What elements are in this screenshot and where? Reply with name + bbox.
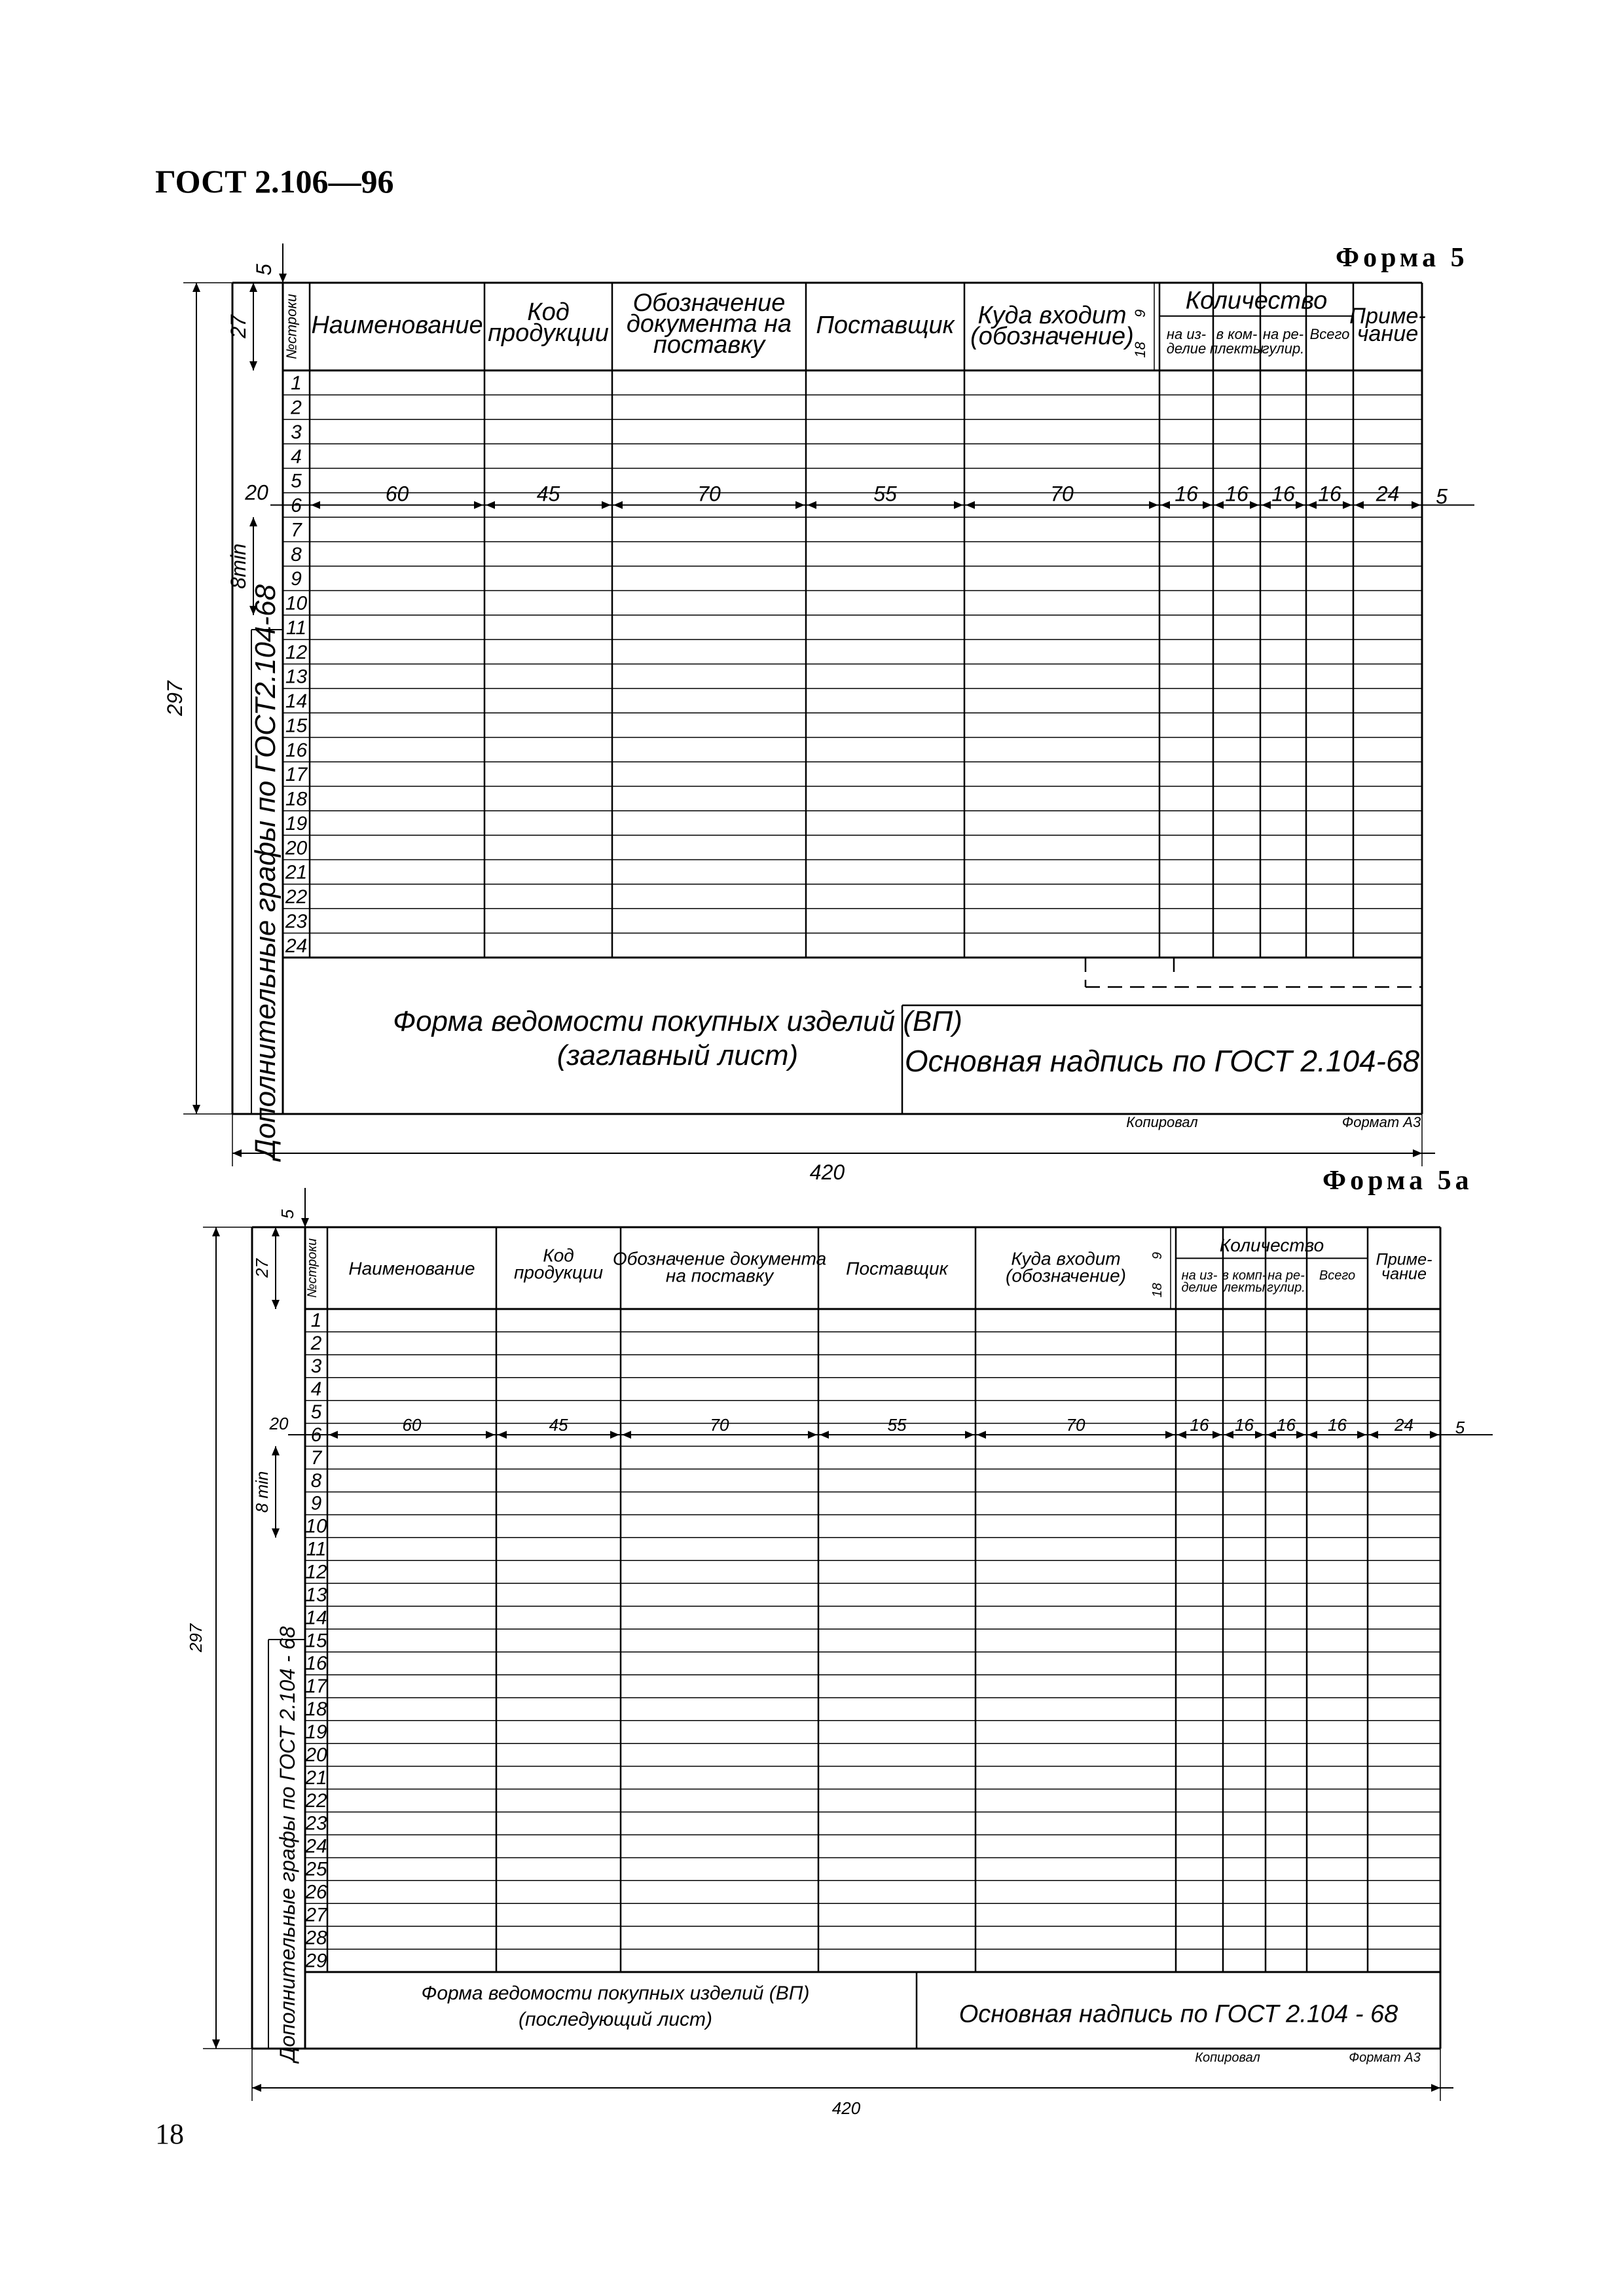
form5-width-7: 16 xyxy=(1271,482,1295,506)
dimension-arrow xyxy=(252,2084,261,2092)
form5-width-arrow xyxy=(966,501,975,509)
form5a-width-arrow xyxy=(1255,1431,1264,1439)
form5a-footer-left: Копировал xyxy=(1195,2051,1260,2065)
form5-width-arrow xyxy=(1250,501,1259,509)
form5-width-1: 45 xyxy=(536,482,560,506)
form5a-row-number-27: 27 xyxy=(305,1904,327,1926)
dimension-arrow xyxy=(1413,1149,1422,1157)
form5a-width-arrow xyxy=(808,1431,817,1439)
form5-row-number-16: 16 xyxy=(285,739,308,761)
form5-row-number-12: 12 xyxy=(285,641,308,664)
form5-header-where-used-0: Куда входит xyxy=(977,302,1127,329)
form5-width-arrow xyxy=(1262,501,1271,509)
form5a-row-number-5: 5 xyxy=(310,1401,322,1423)
form5-width-arrow xyxy=(486,501,495,509)
dimension-arrow xyxy=(249,361,257,370)
form5a-sub-header-3-0: Всего xyxy=(1319,1268,1356,1283)
form5-footer-left: Копировал xyxy=(1126,1114,1198,1130)
form5-footer-right: Формат А3 xyxy=(1341,1114,1421,1130)
form5a-sub-header-2-0: на ре- xyxy=(1267,1268,1305,1283)
form5a-dim-top: 5 xyxy=(278,1209,297,1219)
form5-width-4: 70 xyxy=(1050,482,1074,506)
form5-header-designation-0: Обозначение xyxy=(632,289,786,317)
form5a-top-arrow xyxy=(301,1218,309,1227)
form5-width-arrow xyxy=(602,501,611,509)
form5a-width-arrow xyxy=(1296,1431,1305,1439)
form5-width-arrow xyxy=(1296,501,1305,509)
form5a-row-number-3: 3 xyxy=(310,1355,322,1378)
form5-width-arrow xyxy=(311,501,320,509)
form5a-row-number-4: 4 xyxy=(310,1378,322,1401)
form5a-header-where-used-1: (обозначение) xyxy=(1006,1265,1126,1286)
form5a-dim-sub-b: 18 xyxy=(1150,1283,1165,1298)
form5a-header-supplier: Поставщик xyxy=(846,1258,948,1279)
form5a-header-designation-1: на поставку xyxy=(665,1265,774,1286)
form5a-row-number-6: 6 xyxy=(310,1424,322,1446)
form5-header-note-1: чание xyxy=(1357,321,1419,347)
dimension-arrow xyxy=(272,1300,280,1309)
form5-width-2: 70 xyxy=(697,482,721,506)
form5a-dim-header: 27 xyxy=(252,1259,272,1278)
form5a-width-8: 16 xyxy=(1328,1415,1347,1435)
form5a-row-number-9: 9 xyxy=(310,1492,322,1515)
form5-width-arrow xyxy=(807,501,816,509)
form5-row-number-22: 22 xyxy=(285,886,308,908)
form5-dim-height: 297 xyxy=(163,681,187,716)
form5a-width-arrow xyxy=(1357,1431,1366,1439)
form5a-row-number-18: 18 xyxy=(305,1698,327,1721)
form5-header-quantity: Количество xyxy=(1185,287,1328,315)
form5a-dim-right: 5 xyxy=(1455,1418,1465,1438)
dimension-arrow xyxy=(272,1528,280,1537)
form5a-row-number-22: 22 xyxy=(305,1789,327,1812)
form5-form-title-0: Форма ведомости покупных изделий (ВП) xyxy=(393,1005,962,1037)
form5a-dim-minrow: 8 min xyxy=(252,1471,272,1513)
form5-sub-header-1-0: в ком- xyxy=(1216,325,1258,342)
form5a-row-number-13: 13 xyxy=(305,1584,327,1606)
form5a-width-arrow xyxy=(1177,1431,1186,1439)
form5-row-number-24: 24 xyxy=(285,935,308,957)
form5-row-number-13: 13 xyxy=(285,666,308,688)
form5a-footer-right: Формат А3 xyxy=(1349,2051,1421,2065)
form5a-width-arrow xyxy=(329,1431,338,1439)
form5a-width-arrow xyxy=(1224,1431,1233,1439)
form5a-row-number-8: 8 xyxy=(310,1469,322,1492)
form5a-width-arrow xyxy=(820,1431,829,1439)
form5-row-number-2: 2 xyxy=(291,397,302,419)
form5-width-arrow xyxy=(1161,501,1170,509)
form5-sub-header-2-1: гулир. xyxy=(1262,340,1305,357)
form5-width-arrow xyxy=(1412,501,1421,509)
form5a-row-number-21: 21 xyxy=(305,1767,327,1789)
form5a-form-title-0: Форма ведомости покупных изделий (ВП) xyxy=(421,1982,810,2004)
form5a-width-2: 70 xyxy=(710,1415,729,1435)
form5a-header-quantity: Количество xyxy=(1219,1235,1324,1256)
form5a-row-number-20: 20 xyxy=(305,1744,327,1766)
dimension-arrow xyxy=(192,283,200,292)
form5-width-arrow xyxy=(1343,501,1352,509)
form5a-dim-width: 420 xyxy=(831,2098,861,2118)
form5a-width-6: 16 xyxy=(1235,1415,1254,1435)
form5a-row-number-26: 26 xyxy=(305,1881,327,1903)
form5-width-5: 16 xyxy=(1175,482,1198,506)
form5-row-number-7: 7 xyxy=(291,519,302,541)
form5a-row-number-28: 28 xyxy=(305,1927,327,1949)
form5-width-arrow xyxy=(1149,501,1158,509)
form5a-header-code-1: продукции xyxy=(513,1262,604,1283)
form5-width-8: 16 xyxy=(1318,482,1341,506)
form5-header-supplier: Поставщик xyxy=(816,312,955,339)
form5a-row-number-23: 23 xyxy=(305,1812,327,1835)
form5-dim-width: 420 xyxy=(809,1160,845,1184)
form5-width-arrow xyxy=(613,501,623,509)
form5-width-0: 60 xyxy=(385,482,409,506)
form5-width-arrow xyxy=(474,501,483,509)
form5a-sub-header-0-1: делие xyxy=(1181,1280,1218,1295)
form5-width-arrow xyxy=(1203,501,1212,509)
form5-row-number-23: 23 xyxy=(285,910,308,933)
form5a-label: Форма 5а xyxy=(1322,1166,1473,1196)
form5-width-arrow xyxy=(1355,501,1364,509)
form5-dim-sub-a: 9 xyxy=(1132,309,1148,318)
form5-row-number-5: 5 xyxy=(291,470,302,492)
form5-width-arrow xyxy=(954,501,963,509)
dimension-arrow xyxy=(232,1149,242,1157)
form5-width-arrow xyxy=(1214,501,1224,509)
form5a-dim-sub-a: 9 xyxy=(1150,1251,1165,1260)
form5-row-number-20: 20 xyxy=(285,837,308,859)
form5a-header-name: Наименование xyxy=(348,1258,475,1279)
form5-sub-header-2-0: на ре- xyxy=(1262,325,1304,342)
form5-row-number-8: 8 xyxy=(291,543,302,565)
dimension-arrow xyxy=(272,1227,280,1236)
form5-row-number-3: 3 xyxy=(291,421,302,443)
form5-row-number-15: 15 xyxy=(285,715,308,737)
form5-top-arrow xyxy=(279,274,287,283)
dimension-arrow xyxy=(1431,2084,1440,2092)
form5-header-designation-2: поставку xyxy=(653,331,765,359)
form5a-width-arrow xyxy=(486,1431,495,1439)
form5-row-number-10: 10 xyxy=(285,592,308,615)
dimension-arrow xyxy=(249,283,257,292)
form5a-dim-height: 297 xyxy=(186,1623,206,1653)
form5a-row-number-15: 15 xyxy=(305,1630,327,1652)
form5a-stamp-text: Основная надпись по ГОСТ 2.104 - 68 xyxy=(958,2000,1398,2028)
form5a-width-arrow xyxy=(1430,1431,1439,1439)
form5a-sub-header-0-0: на из- xyxy=(1181,1268,1218,1283)
form5-row-number-11: 11 xyxy=(285,617,307,639)
page-number: 18 xyxy=(155,2118,184,2150)
form5a-header-designation-0: Обозначение документа xyxy=(612,1248,827,1269)
form5a-width-9: 24 xyxy=(1395,1415,1413,1435)
form5-row-number-14: 14 xyxy=(285,691,308,713)
form5a-width-arrow xyxy=(1267,1431,1276,1439)
form5-sub-header-1-1: плекты xyxy=(1210,340,1264,357)
form5-stamp-text: Основная надпись по ГОСТ 2.104-68 xyxy=(904,1044,1420,1078)
form5a-width-arrow xyxy=(622,1431,631,1439)
form5-dim-top: 5 xyxy=(252,264,276,276)
form5-dim-minrow: 8min xyxy=(227,543,250,589)
form5a-sub-header-2-1: гулир. xyxy=(1267,1280,1305,1295)
form5-header-name: Наименование xyxy=(311,312,483,339)
form5-sub-header-0-0: на из- xyxy=(1166,325,1207,342)
form5-header-nstroki: №строки xyxy=(283,294,300,359)
form5-row-number-21: 21 xyxy=(285,861,308,884)
form5-dim-left: 20 xyxy=(245,480,268,505)
form5-width-6: 16 xyxy=(1225,482,1249,506)
form5a-row-number-24: 24 xyxy=(305,1835,327,1857)
form5a-row-number-10: 10 xyxy=(305,1515,327,1537)
form5a-row-number-2: 2 xyxy=(310,1333,322,1355)
form5-form-title-1: (заглавный лист) xyxy=(556,1039,799,1071)
form5a-side-text: Дополнительные графы по ГОСТ 2.104 - 68 xyxy=(276,1626,299,2062)
form5a-width-arrow xyxy=(498,1431,507,1439)
dimension-arrow xyxy=(249,517,257,526)
form5-row-number-17: 17 xyxy=(285,764,308,786)
form5-dim-header: 27 xyxy=(227,315,250,338)
form5-dim-right: 5 xyxy=(1436,484,1448,509)
form5-row-number-18: 18 xyxy=(285,788,308,810)
form5-width-9: 24 xyxy=(1376,482,1400,506)
form5-sub-header-3-0: Всего xyxy=(1309,325,1350,342)
form5-header-note-0: Приме- xyxy=(1349,304,1426,329)
form5a-row-number-19: 19 xyxy=(305,1721,327,1744)
form5a-width-5: 16 xyxy=(1190,1415,1209,1435)
form5a-sub-header-1-1: лекты xyxy=(1223,1280,1266,1295)
dimension-arrow xyxy=(272,1446,280,1456)
form5a-width-4: 70 xyxy=(1066,1415,1085,1435)
form5a-row-number-7: 7 xyxy=(310,1446,322,1469)
form5a-header-code-0: Код xyxy=(543,1245,574,1266)
form5a-width-arrow xyxy=(965,1431,974,1439)
form5-row-number-19: 19 xyxy=(285,812,308,834)
dimension-arrow xyxy=(192,1105,200,1114)
form5-row-number-9: 9 xyxy=(291,568,302,590)
form5-row-number-6: 6 xyxy=(291,495,302,517)
form5a-header-note-1: чание xyxy=(1381,1265,1427,1283)
form5a-width-arrow xyxy=(1213,1431,1222,1439)
form5a-width-arrow xyxy=(610,1431,619,1439)
form5a-row-number-1: 1 xyxy=(310,1310,322,1332)
form5a-width-arrow xyxy=(1369,1431,1378,1439)
form5a-row-number-16: 16 xyxy=(305,1653,327,1675)
form5a-row-number-17: 17 xyxy=(305,1676,327,1698)
form5a-form-title-1: (последующий лист) xyxy=(518,2009,713,2030)
form5-header-code-1: продукции xyxy=(488,319,609,347)
form5a-dim-left: 20 xyxy=(269,1414,289,1434)
form5a-row-number-11: 11 xyxy=(306,1538,327,1560)
form5a-row-number-14: 14 xyxy=(305,1607,327,1629)
dimension-arrow xyxy=(212,2039,220,2049)
form5a-sub-header-1-0: в комп- xyxy=(1222,1268,1267,1283)
form5a-width-arrow xyxy=(977,1431,986,1439)
form5a-width-arrow xyxy=(1308,1431,1317,1439)
form5-row-number-4: 4 xyxy=(291,446,302,468)
form5-side-text: Дополнительные графы по ГОСТ2.104-68 xyxy=(249,584,282,1160)
form5-header-designation-1: документа на xyxy=(626,310,792,338)
form5a-header-nstroki: №строки xyxy=(305,1238,319,1298)
form5a-row-number-25: 25 xyxy=(305,1858,327,1880)
form5a-width-0: 60 xyxy=(402,1415,422,1435)
form5-row-number-1: 1 xyxy=(291,372,302,395)
form5a-row-number-12: 12 xyxy=(305,1561,327,1583)
form5-label: Форма 5 xyxy=(1336,243,1468,273)
form5-dim-sub-b: 18 xyxy=(1132,342,1148,358)
form5-width-3: 55 xyxy=(873,482,897,506)
form5a-width-arrow xyxy=(1165,1431,1175,1439)
document-header: ГОСТ 2.106—96 xyxy=(155,163,394,200)
form5a-width-1: 45 xyxy=(549,1415,568,1435)
form5-width-arrow xyxy=(795,501,805,509)
dimension-arrow xyxy=(212,1227,220,1236)
form5-header-code-0: Код xyxy=(527,298,570,326)
form5a-header-note-0: Приме- xyxy=(1376,1250,1432,1269)
form5-header-where-used-1: (обозначение) xyxy=(970,323,1134,350)
form5a-width-7: 16 xyxy=(1277,1415,1296,1435)
form5-width-arrow xyxy=(1307,501,1317,509)
form5a-header-where-used-0: Куда входит xyxy=(1011,1248,1121,1269)
form5a-width-3: 55 xyxy=(887,1415,907,1435)
form5-sub-header-0-1: делие xyxy=(1166,340,1207,357)
form5a-row-number-29: 29 xyxy=(305,1950,327,1972)
